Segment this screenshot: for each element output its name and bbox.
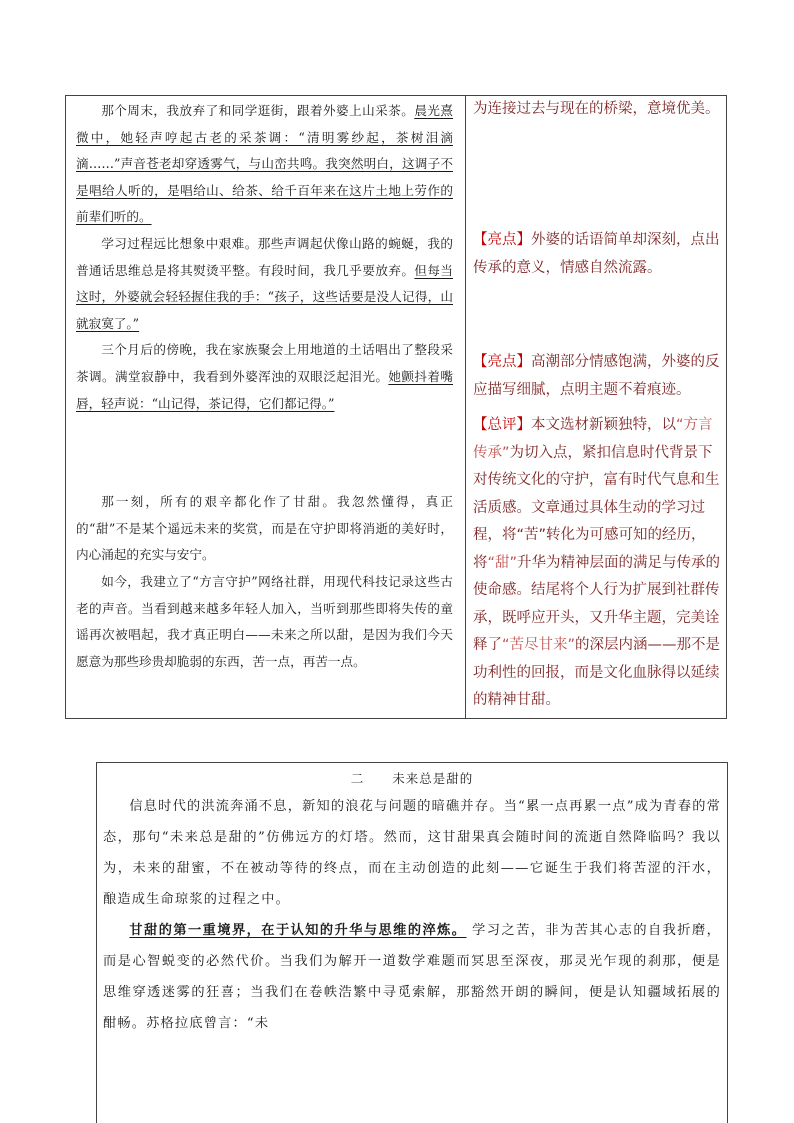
section-number: 二: [350, 771, 365, 786]
underlined-text: 晨光熹微中，她轻声哼起古老的采茶调：“清明雾纱起，茶树泪滴滴……”声音苍老却穿透雾气，与山峦共鸣。我突然明白，这调子不是唱给人听的，是唱给山、给茶、给千百年来在这片土地上劳作的前辈们听的。: [76, 103, 453, 225]
essay-paragraph-3: [76, 337, 453, 417]
paragraph-text: 那一刻，所有的艰辛都化作了甘甜。我忽然懂得，真正的“甜”不是某个遥远未来的奖赏，而是在守护即将消逝的美好时，内心涌起的充实与安宁。: [76, 494, 453, 563]
section-paragraph-1: [103, 791, 721, 915]
comment-text: 为连接过去与现在的桥梁，意境优美。: [473, 101, 720, 117]
essay-paragraph-1: [76, 98, 453, 231]
section-paragraph-2: [103, 915, 721, 1039]
comment-text: 升华为精神层面的满足与传承的使命感。结尾将个人行为扩展到社群传承，既呼应开头，又升华主题，完美诠释了: [473, 554, 721, 653]
essay-comment-table: [65, 95, 727, 719]
comment-highlight-1: [473, 227, 722, 282]
comment-text: 的深层内涵——那不是功利性的回报，而是文化血脉得以延续的精神甘甜。: [473, 637, 721, 708]
comment-highlight-2: [473, 349, 722, 404]
essay-paragraph-4: [76, 489, 453, 569]
comment-tag: 【亮点】: [473, 354, 531, 370]
paragraph-text: 学习之苦，非为苦其心志的自我折磨，而是心智蜕变的必然代价。当我们为解开一道数学难题而冥思至深夜，那灵光乍现的刹那，便是思维穿透迷雾的狂喜；当我们在卷帙浩繁中寻觅索解，那豁然开朗的瞬间，便是认知疆域拓展的酣畅。苏格拉底曾言：“未: [103, 923, 721, 1031]
comment-text: 为切入点，紧扣信息时代背景下对传统文化的守护，富有时代气息和生活质感。文章通过具体生动的学习过程，将“苦”转化为可感可知的经历，将: [473, 444, 720, 571]
paragraph-gap: [76, 417, 453, 489]
section-title-text: 未来总是甜的: [392, 771, 474, 786]
comment-text: 外婆的话语简单却深刻，点出传承的意义，情感自然流露。: [473, 232, 720, 276]
essay-text-column: [66, 96, 466, 718]
comment-continuation: [473, 96, 722, 124]
comment-tag: 【亮点】: [473, 232, 531, 248]
section-title: [103, 769, 721, 787]
comment-quote: “苦尽甘来”: [502, 637, 576, 653]
underlined-text: 她颤抖着嘴唇，轻声说：“山记得，茶记得，它们都记得。”: [76, 368, 454, 411]
essay-paragraph-5: [76, 569, 453, 675]
topic-sentence: 甘甜的第一重境界，在于认知的升华与思维的淬炼。: [129, 923, 467, 938]
essay-section-2: [96, 762, 728, 1123]
paragraph-text: 那个周末，我放弃了和同学逛街，跟着外婆上山采茶。: [101, 103, 415, 118]
essay-paragraph-2: [76, 231, 453, 337]
comment-tag: 【总评】: [473, 417, 531, 433]
comment-column: [466, 96, 726, 718]
comment-summary: [473, 412, 722, 715]
comment-quote: “甜”: [487, 554, 518, 571]
comment-text: 高潮部分情感饱满，外婆的反应描写细腻，点明主题不着痕迹。: [473, 354, 720, 398]
paragraph-text: 学习过程远比想象中艰难。那些声调起伏像山路的蜿蜒，我的普通话思维总是将其熨烫平整。有段时间，我几乎要放弃。: [76, 235, 453, 278]
paragraph-text: 如今，我建立了“方言守护”网络社群，用现代科技记录这些古老的声音。当看到越来越多年轻人加入，当听到那些即将失传的童谣再次被唱起，我才真正明白——未来之所以甜，是因为我们今天愿意为那些珍贵却脆弱的东西，苦一点，再苦一点。: [76, 573, 453, 669]
paragraph-text: 信息时代的洪流奔涌不息，新知的浪花与问题的暗礁并存。当“累一点再累一点”成为青春的常态，那句“未来总是甜的”仿佛远方的灯塔。然而，这甘甜果真会随时间的流逝自然降临吗？我以为，未来的甜蜜，不在被动等待的终点，而在主动创造的此刻——它诞生于我们将苦涩的汗水，酿造成生命琼浆的过程之中。: [103, 799, 721, 907]
underlined-text: 但每当这时，外婆就会轻轻握住我的手：“孩子，这些话要是没人记得，山就寂寞了。”: [76, 262, 454, 331]
comment-quote: “方言传承”: [473, 417, 713, 461]
comment-text: 本文选材新颖独特，以: [531, 417, 676, 433]
paragraph-text: 三个月后的傍晚，我在家族聚会上用地道的土话唱出了整段采茶调。满堂寂静中，我看到外婆浑浊的双眼泛起泪光。: [76, 342, 453, 384]
